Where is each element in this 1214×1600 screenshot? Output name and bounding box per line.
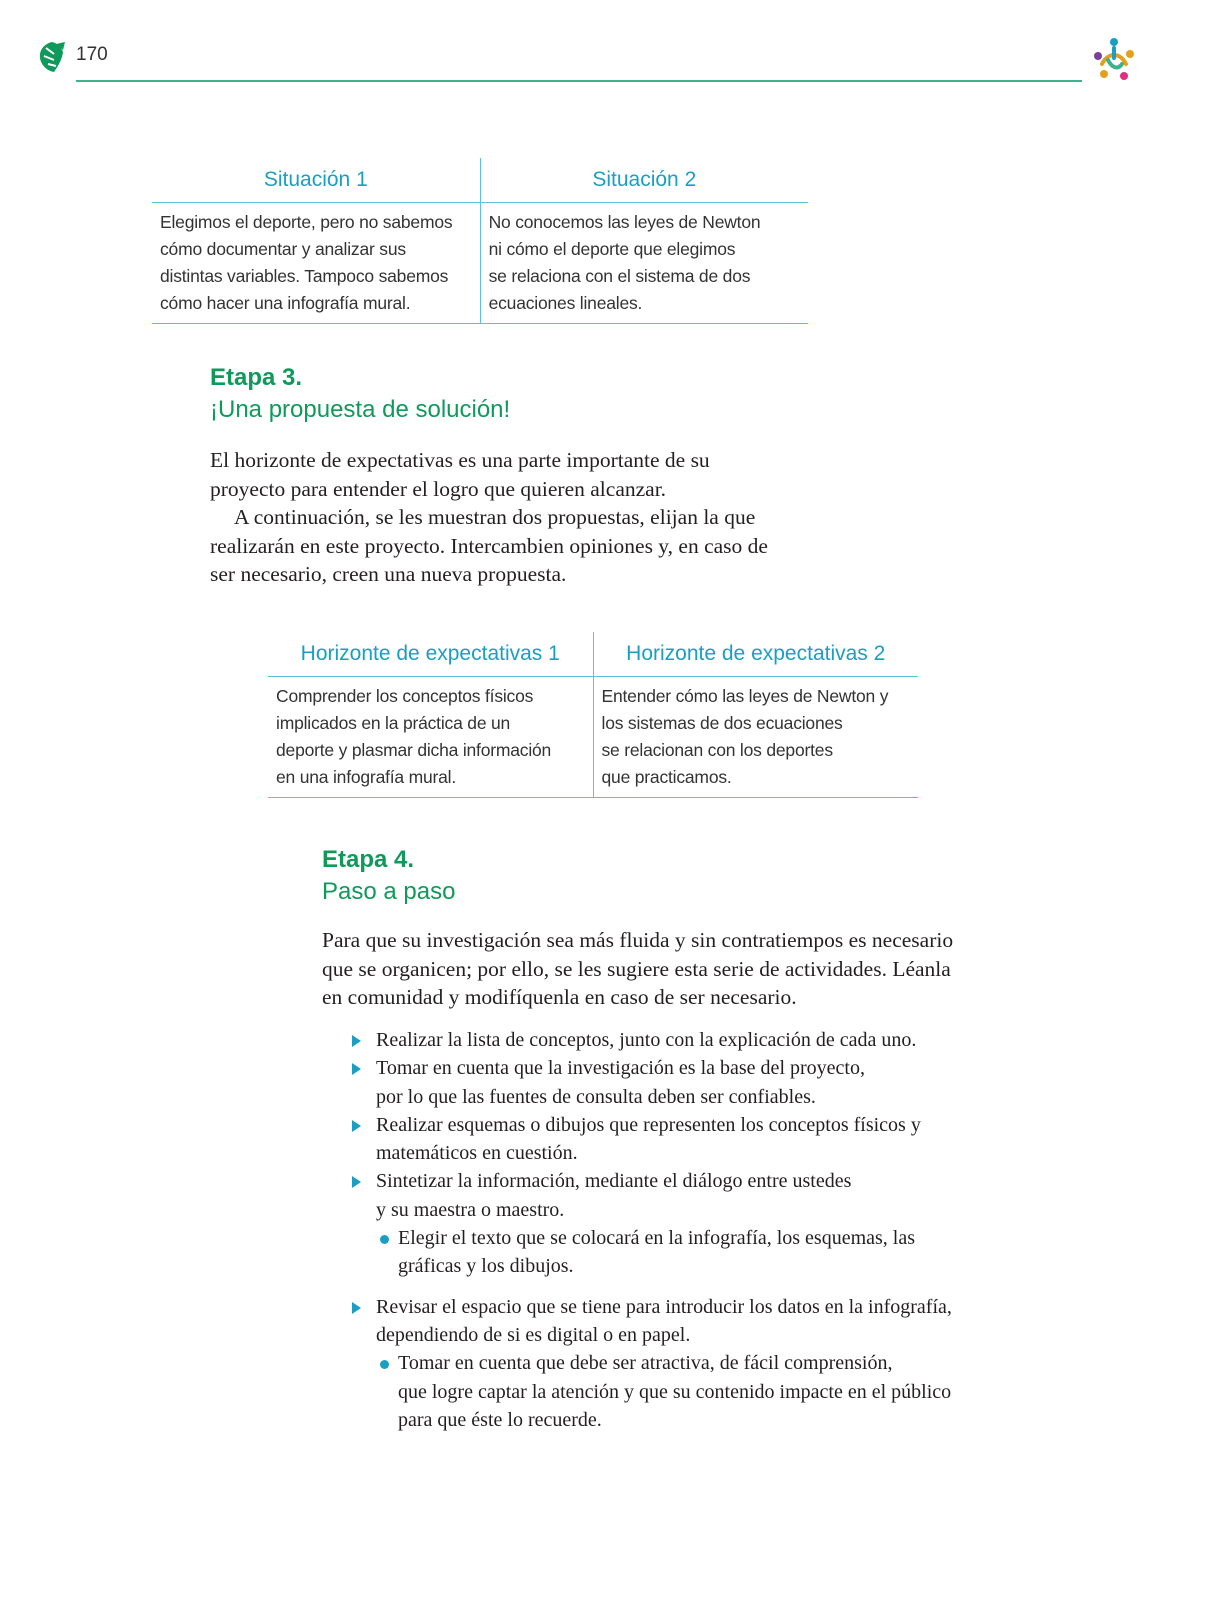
situacion-2-cell	[480, 203, 808, 324]
community-logo-icon	[1088, 34, 1140, 86]
horizonte-2-cell	[593, 677, 918, 798]
activity-list	[348, 1026, 1008, 1434]
etapa-3-title: ¡Una propuesta de solución!	[210, 396, 511, 423]
cell-line: se relacionan con los deportes	[601, 740, 833, 760]
situacion-1-header: Situación 1	[152, 158, 480, 203]
situacion-2-header: Situación 2	[480, 158, 808, 203]
list-line: Elegir el texto que se colocará en la infografía, los esquemas, las	[398, 1227, 916, 1250]
cell-line: implicados en la práctica de un	[276, 713, 511, 733]
list-item	[348, 1054, 1008, 1111]
list-item	[348, 1111, 1008, 1168]
cell-line: que practicamos.	[601, 767, 732, 787]
header-divider	[76, 80, 1082, 82]
triangle-bullet-icon	[352, 1120, 361, 1132]
paragraph-line: que se organicen; por ello, se les sugiere esta serie de actividades. Léanla	[322, 956, 951, 981]
list-line: para que éste lo recuerde.	[398, 1408, 602, 1431]
horizonte-2-header: Horizonte de expectativas 2	[593, 632, 918, 677]
paragraph-line: A continuación, se les muestran dos propuestas, elijan la que	[234, 505, 756, 529]
list-line: que logre captar la atención y que su contenido impacte en el público	[398, 1380, 952, 1403]
triangle-bullet-icon	[352, 1035, 361, 1047]
cell-line: cómo documentar y analizar sus	[160, 239, 406, 259]
list-line: Revisar el espacio que se tiene para introducir los datos en la infografía,	[376, 1295, 952, 1318]
list-item	[348, 1167, 1008, 1280]
triangle-bullet-icon	[352, 1302, 361, 1314]
cell-line: en una infografía mural.	[276, 767, 457, 787]
situaciones-table	[152, 158, 808, 324]
cell-line: Elegimos el deporte, pero no sabemos	[160, 212, 453, 232]
cell-line: cómo hacer una infografía mural.	[160, 293, 411, 313]
list-line: Sintetizar la información, mediante el diálogo entre ustedes	[376, 1170, 852, 1193]
horizonte-1-cell	[268, 677, 593, 798]
cell-line: ecuaciones lineales.	[488, 293, 643, 313]
etapa-4-number: Etapa 4.	[322, 846, 415, 873]
etapa-4-title: Paso a paso	[322, 878, 456, 905]
list-line: y su maestra o maestro.	[376, 1198, 565, 1221]
cell-line: los sistemas de dos ecuaciones	[601, 713, 843, 733]
etapa-3-number: Etapa 3.	[210, 364, 303, 391]
paragraph-line: ser necesario, creen una nueva propuesta.	[210, 562, 567, 586]
cell-line: ni cómo el deporte que elegimos	[488, 239, 736, 259]
cell-line: Comprender los conceptos físicos	[276, 686, 534, 706]
horizontes-table	[268, 632, 918, 798]
etapa-3-paragraph	[210, 446, 830, 589]
cell-line: distintas variables. Tampoco sabemos	[160, 266, 449, 286]
dot-bullet-icon	[380, 1360, 389, 1369]
sub-list	[376, 1349, 1008, 1434]
cell-line: deporte y plasmar dicha información	[276, 740, 552, 760]
list-line: Realizar esquemas o dibujos que representen los conceptos físicos y	[376, 1113, 921, 1136]
list-line: Tomar en cuenta que debe ser atractiva, de fácil comprensión,	[398, 1352, 893, 1375]
list-line: dependiendo de si es digital o en papel.	[376, 1323, 691, 1346]
list-item	[348, 1026, 1008, 1054]
sub-list-item	[376, 1224, 1008, 1281]
cell-line: Entender cómo las leyes de Newton y	[601, 686, 889, 706]
cell-line: No conocemos las leyes de Newton	[488, 212, 761, 232]
etapa-4-intro	[322, 926, 1022, 1012]
paragraph-line: El horizonte de expectativas es una parte importante de su	[210, 448, 710, 472]
list-line: Tomar en cuenta que la investigación es la base del proyecto,	[376, 1057, 865, 1080]
list-line: Realizar la lista de conceptos, junto con la explicación de cada uno.	[376, 1029, 917, 1051]
dot-bullet-icon	[380, 1235, 389, 1244]
sub-list	[376, 1224, 1008, 1281]
page-number: 170	[76, 44, 108, 65]
horizonte-1-header: Horizonte de expectativas 1	[268, 632, 593, 677]
triangle-bullet-icon	[352, 1176, 361, 1188]
paragraph-line: proyecto para entender el logro que quieren alcanzar.	[210, 476, 667, 501]
paragraph-line: realizarán en este proyecto. Intercambien opiniones y, en caso de	[210, 533, 768, 558]
leaf-logo-icon	[36, 40, 68, 74]
paragraph-line: Para que su investigación sea más fluida y sin contratiempos es necesario	[322, 928, 954, 952]
cell-line: se relaciona con el sistema de dos	[488, 266, 751, 286]
list-line: por lo que las fuentes de consulta deben ser confiables.	[376, 1085, 816, 1108]
sub-list-item	[376, 1349, 1008, 1434]
list-line: matemáticos en cuestión.	[376, 1142, 578, 1165]
triangle-bullet-icon	[352, 1063, 361, 1075]
list-line: gráficas y los dibujos.	[398, 1255, 574, 1278]
situacion-1-cell	[152, 203, 480, 324]
list-item	[348, 1293, 1008, 1434]
paragraph-line: en comunidad y modifíquenla en caso de ser necesario.	[322, 985, 797, 1009]
